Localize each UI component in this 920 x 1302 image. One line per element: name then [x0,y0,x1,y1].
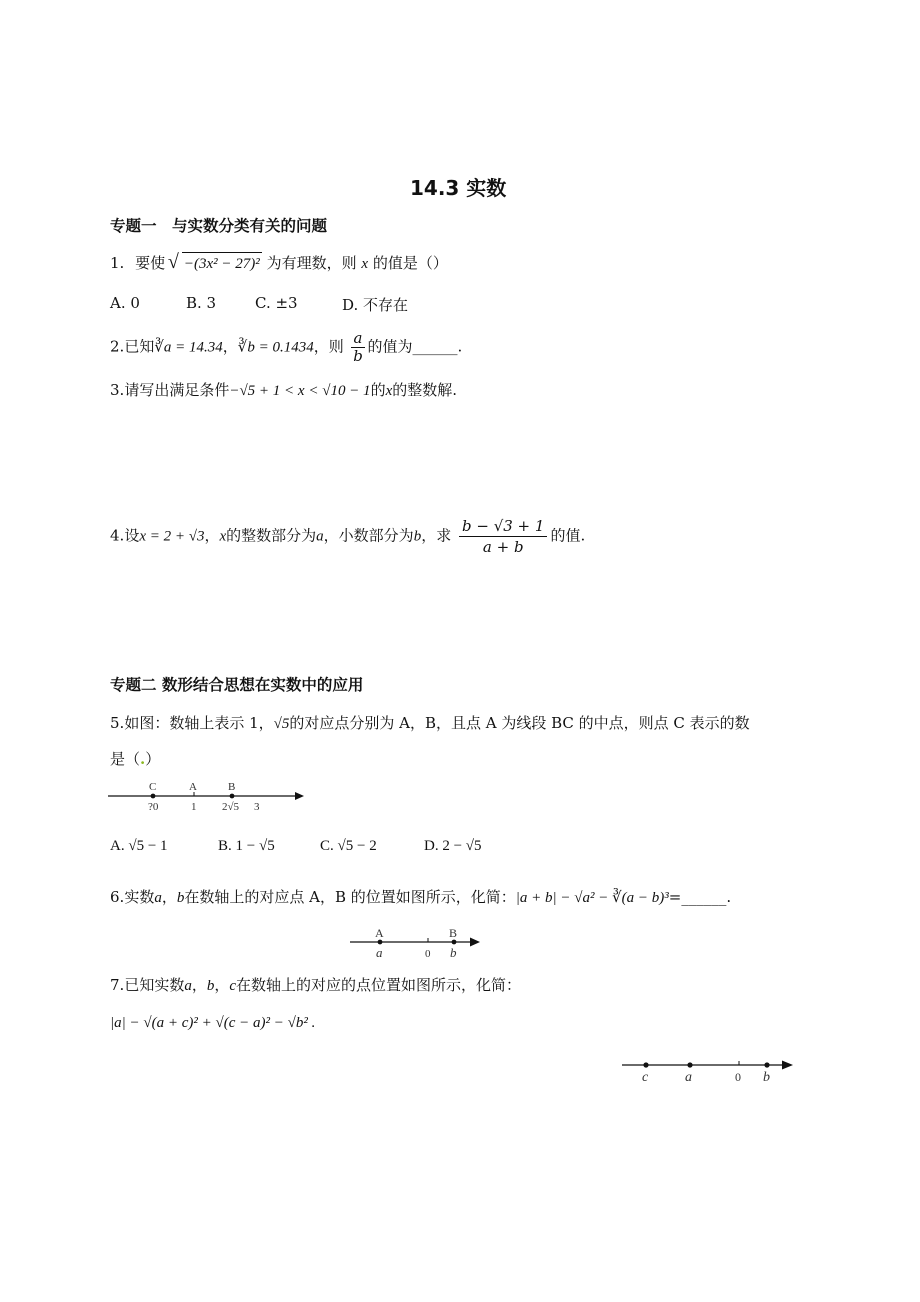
q4-text-tail: 的值. [550,526,586,545]
q5-option-c[interactable]: C. √5 − 2 [320,838,377,854]
q5-root-expression: √5 [273,716,290,732]
tick-label-1: 1 [191,801,197,813]
label-a-lower: a [376,945,383,960]
q6-expression: |a + b| − √a² − ∛(a − b)³ [515,890,669,906]
question-6: 6.实数a，b在数轴上的对应点 A，B 的位置如图所示，化简：|a + b| − √a² − ∛(a − b)³=______. [110,888,732,906]
q5-option-d[interactable]: D. 2 − √5 [424,838,482,854]
point-a [378,940,383,945]
question-number: 4. [110,526,125,545]
question-number: 7. [110,976,125,994]
q4-fraction [459,516,547,557]
q1-option-d[interactable]: D. 不存在 [342,296,409,314]
q5-text-line-2: 是（ [110,750,141,768]
question-number: 1. [110,254,125,272]
q5-text-line-2-end: ） [145,750,161,768]
question-2 [110,330,462,365]
tick-label-sqrt5: 2√5 [222,801,240,813]
q4-fraction-numerator: b − √3 + 1 [459,516,547,537]
point-b [764,1062,769,1067]
tick-label-3: 3 [254,801,260,813]
label-b-lower: b [450,945,457,960]
q5-text-post: 的对应点分别为 A，B，且点 A 为线段 BC 的中点，则点 C 表示的数 [289,714,750,732]
question-3 [110,379,457,402]
q3-inequality: −√5 + 1 < x < √10 − 1 [229,383,371,399]
label-b: B [228,781,236,793]
section-heading-1: 专题一 与实数分类有关的问题 [110,217,328,235]
point-c [151,794,156,799]
section-heading-2: 专题二 数形结合思想在实数中的应用 [110,676,364,694]
q2-separator: ， [222,337,238,356]
q3-text-tail-2: 的整数解. [392,381,458,399]
q4-fraction-denominator: a + b [482,538,524,556]
point-a [687,1062,692,1067]
label-b: b [763,1070,770,1085]
q3-variable: x [385,383,393,399]
q2-fraction [351,330,366,365]
question-number: 6. [110,888,125,906]
q7-expression: |a| − √(a + c)² + √(c − a)² − √b² . [110,1015,316,1031]
q2-fraction-numerator: a [351,330,366,348]
q1-option-c[interactable]: C. ±3 [255,294,298,312]
point-b [230,794,235,799]
label-c: c [642,1070,649,1085]
q1-text-after: 为有理数，则 [266,254,357,272]
label-a-upper: A [375,926,384,940]
q1-option-b[interactable]: B. 3 [186,294,217,312]
question-7-line-1: 7.已知实数a，b，c在数轴上的对应的点位置如图所示，化简： [110,976,522,994]
q6-text-mid: 在数轴上的对应点 A，B 的位置如图所示，化简： [184,888,516,906]
q1-text-tail: 的值是（） [372,254,448,272]
q2-fraction-denominator: b [353,347,363,365]
q7-text-mid: 在数轴上的对应的点位置如图所示，化简： [236,976,522,994]
q1-text-before: 要使 [135,254,166,272]
question-number: 3. [110,381,125,399]
q1-option-a[interactable]: A. 0 [110,294,140,312]
label-0: 0 [425,948,431,960]
q2-text-tail: 的值为______. [367,337,463,356]
label-b-upper: B [449,926,458,940]
label-0: 0 [735,1070,741,1084]
q5-accent-dot: . [140,750,146,768]
label-c: C [149,781,157,793]
q6-number-line [348,922,488,964]
q4-expression: x = 2 + √3 [139,528,205,545]
question-5-line-2 [110,748,160,770]
q5-option-a[interactable]: A. √5 − 1 [110,838,168,854]
q2-expression-a: ∛a = 14.34 [154,339,223,356]
point-b [452,940,457,945]
q6-text-tail: =______. [668,888,732,906]
question-1 [110,252,448,275]
question-5-line-1 [110,712,750,735]
q7-number-line [620,1052,798,1086]
question-number: 2. [110,337,125,356]
axis-arrow [295,792,304,800]
axis-arrow [470,938,480,947]
question-4: 4.设x = 2 + √3，x的整数部分为a，小数部分为b，求 $\frac{b - √3 + 1}{a + b}$ 的值. [110,517,586,556]
q3-text-pre: 请写出满足条件 [124,381,230,399]
label-a: a [685,1070,692,1085]
point-c [643,1062,648,1067]
q2-text-mid: ，则 [313,337,344,356]
page-title: 14.3 实数 [410,176,507,200]
q3-text-tail-1: 的 [370,381,386,399]
q1-variable: x [361,256,369,272]
label-a: A [189,781,197,793]
q5-number-line [108,776,308,816]
q5-option-b[interactable]: B. 1 − √5 [218,838,275,854]
question-number: 5. [110,714,125,732]
tick-label-0: ?0 [148,801,159,813]
q4-text-pre: 设 [124,526,140,545]
q1-radical-expression: −(3x² − 27)² √ [167,251,260,273]
q5-text-pre: 如图：数轴上表示 1， [124,714,274,732]
q2-text-pre: 已知 [124,337,155,356]
q2-expression-b: ∛b = 0.1434 [237,339,314,356]
axis-arrow [782,1061,793,1070]
